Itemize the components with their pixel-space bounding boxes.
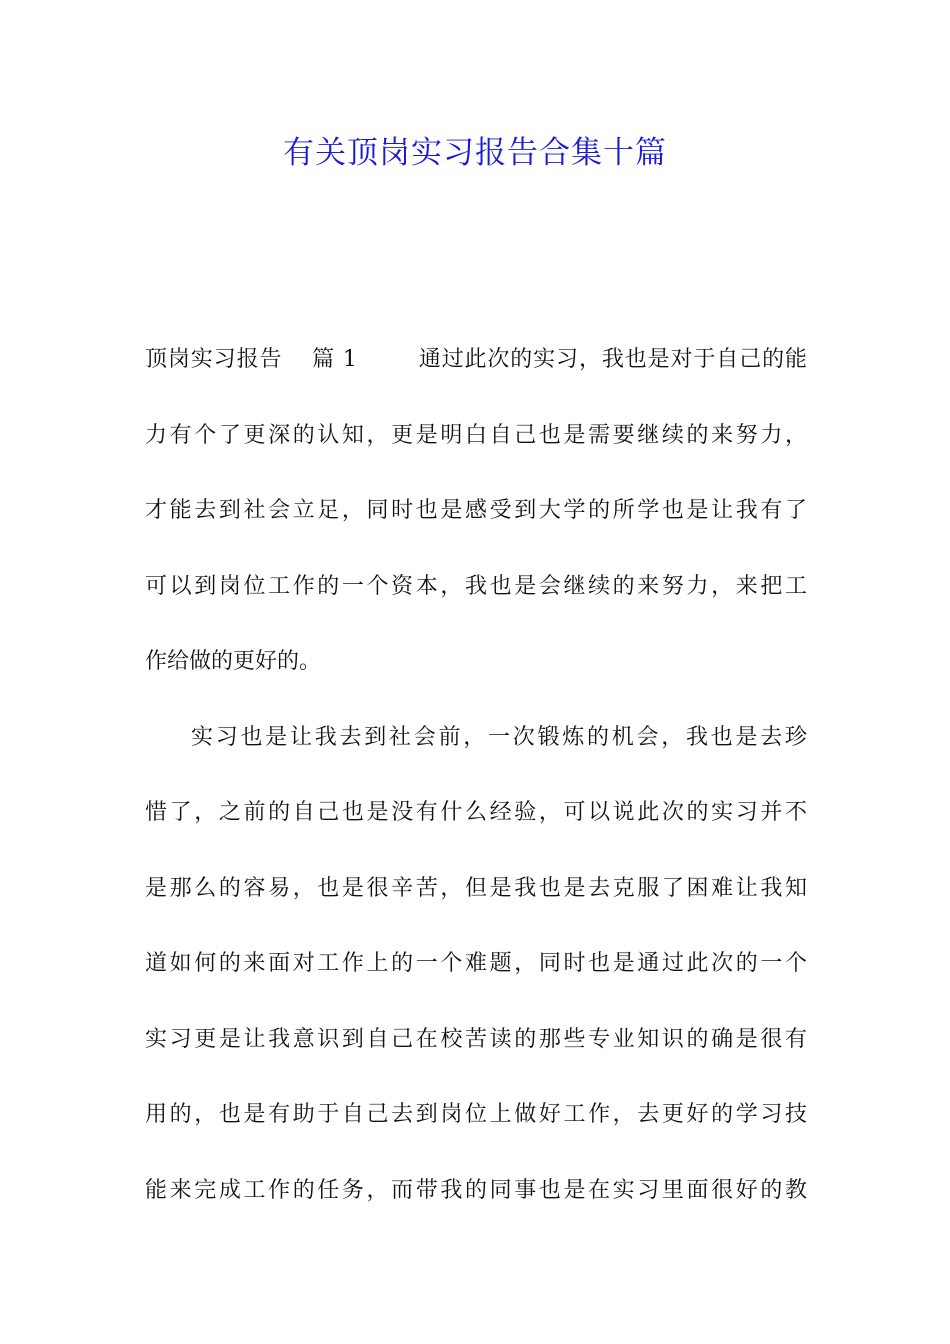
paragraph-line [145, 714, 807, 790]
paragraph-text: 可以到岗位工作的一个资本，我也是会继续的来努力，来把工 [145, 573, 807, 599]
paragraph-line [145, 563, 807, 639]
paragraph-text: 用的，也是有助于自己去到岗位上做好工作，去更好的学习技 [145, 1102, 807, 1127]
paragraph-line [145, 1016, 807, 1092]
paragraph-text: 实习也是让我去到社会前，一次锻炼的机会，我也是去珍 [191, 724, 807, 750]
paragraph-text: 道如何的来面对工作上的一个难题，同时也是通过此次的一个 [145, 951, 807, 976]
document-body [145, 336, 807, 1242]
paragraph-text: 通过此次的实习，我也是对于自己的能 [418, 347, 807, 372]
paragraph-text: 惜了，之前的自己也是没有什么经验，可以说此次的实习并不 [145, 800, 807, 825]
paragraph-text: 实习更是让我意识到自己在校苦读的那些专业知识的确是很有 [145, 1026, 807, 1052]
paragraph-text: 能来完成工作的任务，而带我的同事也是在实习里面很好的教 [145, 1177, 807, 1203]
section-number: 篇 1 [312, 347, 357, 372]
paragraph-line [145, 412, 807, 488]
paragraph-text: 力有个了更深的认知，更是明白自己也是需要继续的来努力， [145, 422, 807, 448]
paragraph-line [145, 789, 807, 865]
paragraph-line [145, 1167, 807, 1243]
document-title: 有关顶岗实习报告合集十篇 [283, 135, 667, 171]
paragraph-line [145, 1091, 807, 1167]
paragraph-line [145, 487, 807, 563]
paragraph-text: 作给做的更好的。 [145, 649, 322, 674]
paragraph-line [145, 336, 807, 412]
paragraph-line [145, 638, 807, 714]
section-label: 顶岗实习报告 [145, 347, 283, 372]
paragraph-text: 是那么的容易，也是很辛苦，但是我也是去克服了困难让我知 [145, 875, 807, 901]
paragraph-line [145, 865, 807, 941]
paragraph-text: 才能去到社会立足，同时也是感受到大学的所学也是让我有了 [145, 498, 807, 523]
paragraph-line [145, 940, 807, 1016]
